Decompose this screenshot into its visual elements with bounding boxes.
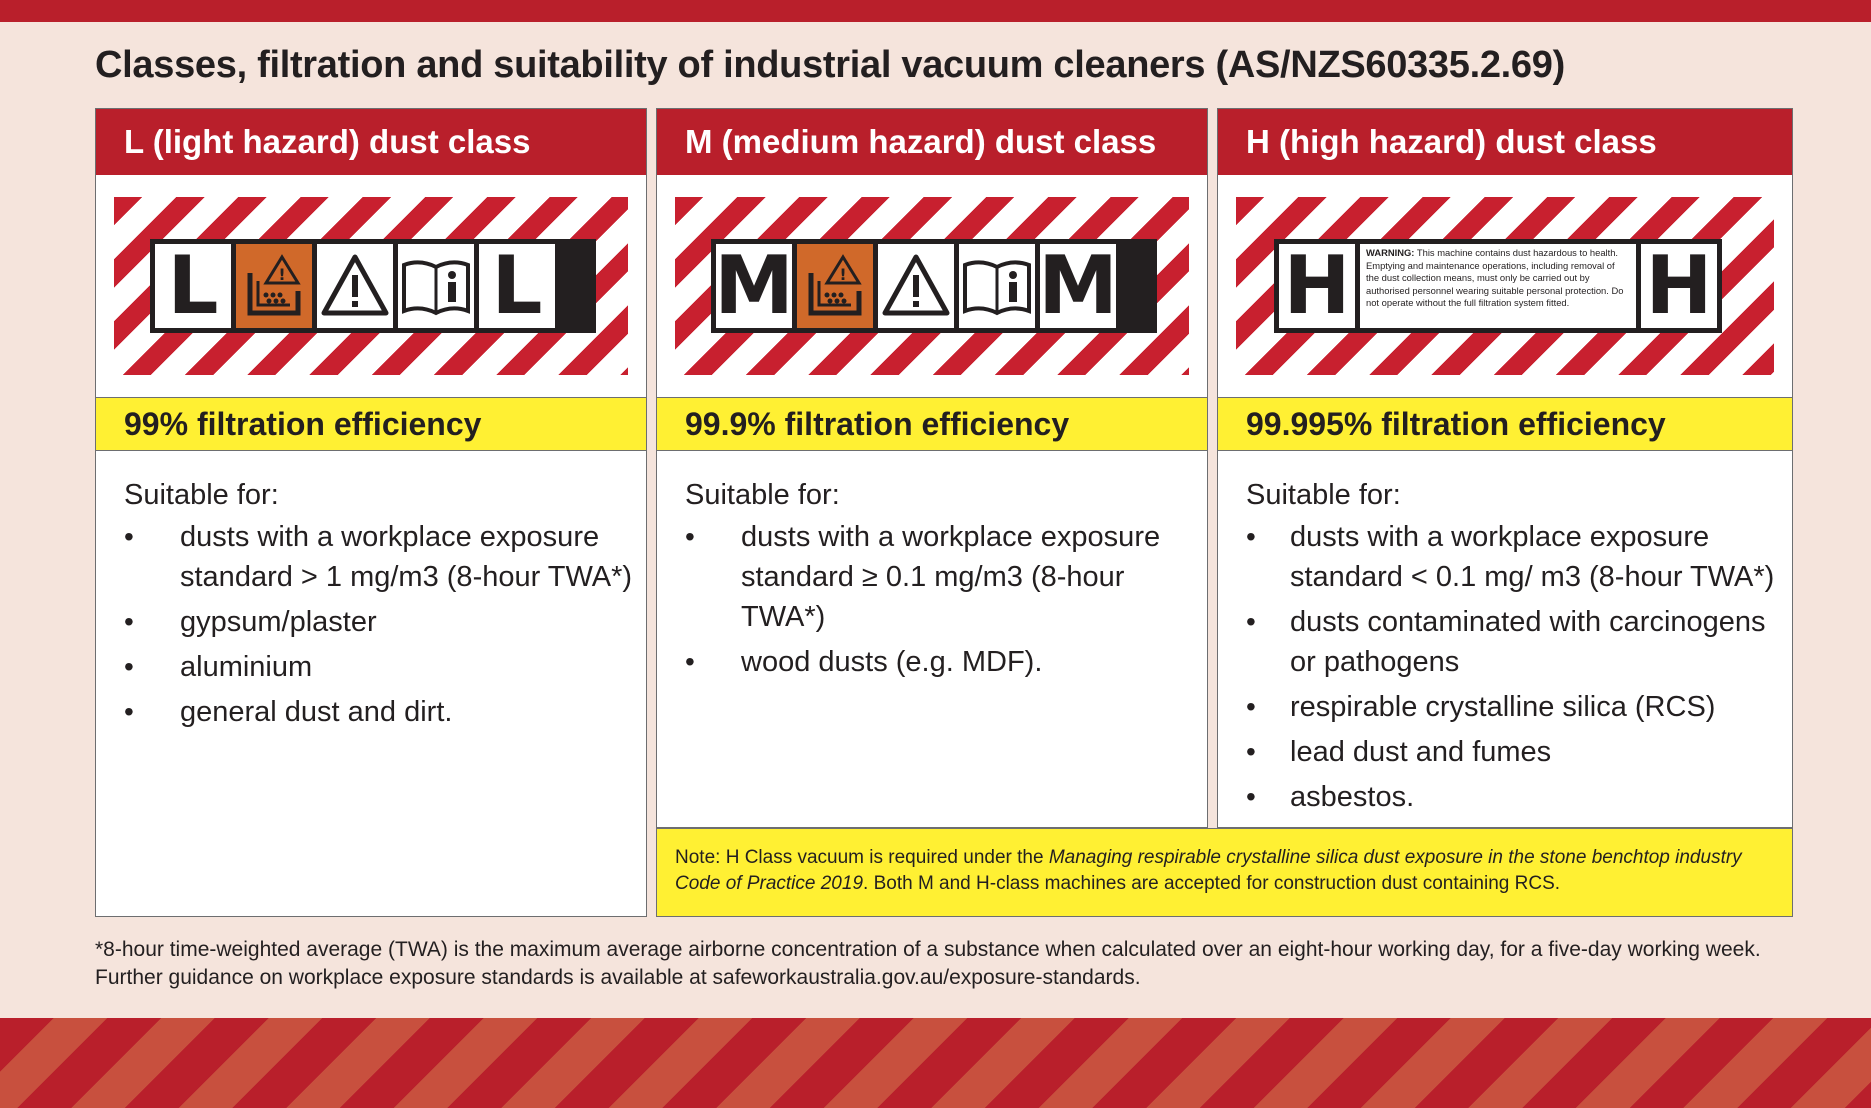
panel-heading: L (light hazard) dust class [96,109,646,175]
list-item: • lead dust and fumes [1246,732,1786,772]
class-label-area [657,175,1207,397]
class-letter: M [714,239,794,332]
panel-heading: M (medium hazard) dust class [657,109,1207,175]
class-label-area [1218,175,1792,397]
list-item: • dusts contaminated with carcinogens or pathogens [1246,602,1786,682]
warning-text-panel [1360,244,1636,328]
suitability-section [657,451,1207,682]
list-item: • aluminium [124,647,646,687]
dust-container-warning-icon [797,244,873,328]
filtration-efficiency: 99% filtration efficiency [96,397,646,451]
list-item: • dusts with a workplace exposure standard ≥ 0.1 mg/m3 (8-hour TWA*) [685,517,1207,637]
m-class-label [711,239,1157,333]
filtration-efficiency: 99.9% filtration efficiency [657,397,1207,451]
code-of-practice-note [656,828,1793,917]
top-band [0,0,1871,22]
suitability-list [685,517,1207,682]
list-item: • asbestos. [1246,777,1786,817]
warning-triangle-icon [317,244,393,328]
list-item: • respirable crystalline silica (RCS) [1246,687,1786,727]
list-item: • dusts with a workplace exposure standard > 1 mg/m3 (8-hour TWA*) [124,517,646,597]
svg-text:!: ! [278,265,286,284]
warning-title: WARNING: [1366,247,1415,258]
l-class-label [150,239,596,333]
suitability-list [124,517,646,732]
class-letter: H [1641,244,1717,328]
suitable-label: Suitable for: [685,479,840,511]
suitable-label: Suitable for: [1246,479,1401,511]
note-code-of-practice-title: Managing respirable crystalline silica dust exposure in the stone benchtop industry Code of Practice 2019 [675,847,1742,894]
panel-h-class [1217,108,1793,828]
suitability-list [1246,517,1792,817]
class-letter: L [479,244,555,328]
info-manual-icon [398,244,474,328]
list-item: • wood dusts (e.g. MDF). [685,642,1207,682]
suitable-label: Suitable for: [124,479,279,511]
svg-text:!: ! [839,265,847,284]
list-item: • general dust and dirt. [124,692,646,732]
info-manual-icon [959,244,1035,328]
panel-l-class [95,108,647,917]
list-item: • gypsum/plaster [124,602,646,642]
bottom-hazard-band [0,1018,1871,1108]
dust-container-warning-icon [236,244,312,328]
filtration-efficiency: 99.995% filtration efficiency [1218,397,1792,451]
class-letter: H [1279,244,1355,328]
h-class-label [1274,239,1722,333]
twa-footnote: *8-hour time-weighted average (TWA) is the maximum average airborne concentration of a substance when calculated over an eight-hour working day, for a five-day working week. Further guidance on workplace exposure standards is available at safeworkaustralia.gov.au/exposure-standards. [95,938,1761,989]
class-letter: L [155,244,231,328]
panel-heading: H (high hazard) dust class [1218,109,1792,175]
warning-text: This machine contains dust hazardous to health. Emptying and maintenance operations, including removal of the dust collection means, must only be carried out by authorised personnel wearing suitable personal protection. Do not operate without the full filtration system fitted. [1366,247,1624,308]
class-label-area [96,175,646,397]
note-suffix: . Both M and H-class machines are accepted for construction dust containing RCS. [863,873,1561,894]
warning-triangle-icon [878,244,954,328]
class-letter: M [1038,239,1118,332]
panel-m-class [656,108,1208,828]
note-prefix: Note: H Class vacuum is required under the [675,847,1049,868]
suitability-section [1218,451,1792,817]
page-title: Classes, filtration and suitability of industrial vacuum cleaners (AS/NZS60335.2.69) [95,44,1565,86]
suitability-section [96,451,646,732]
list-item: • dusts with a workplace exposure standard < 0.1 mg/ m3 (8-hour TWA*) [1246,517,1786,597]
